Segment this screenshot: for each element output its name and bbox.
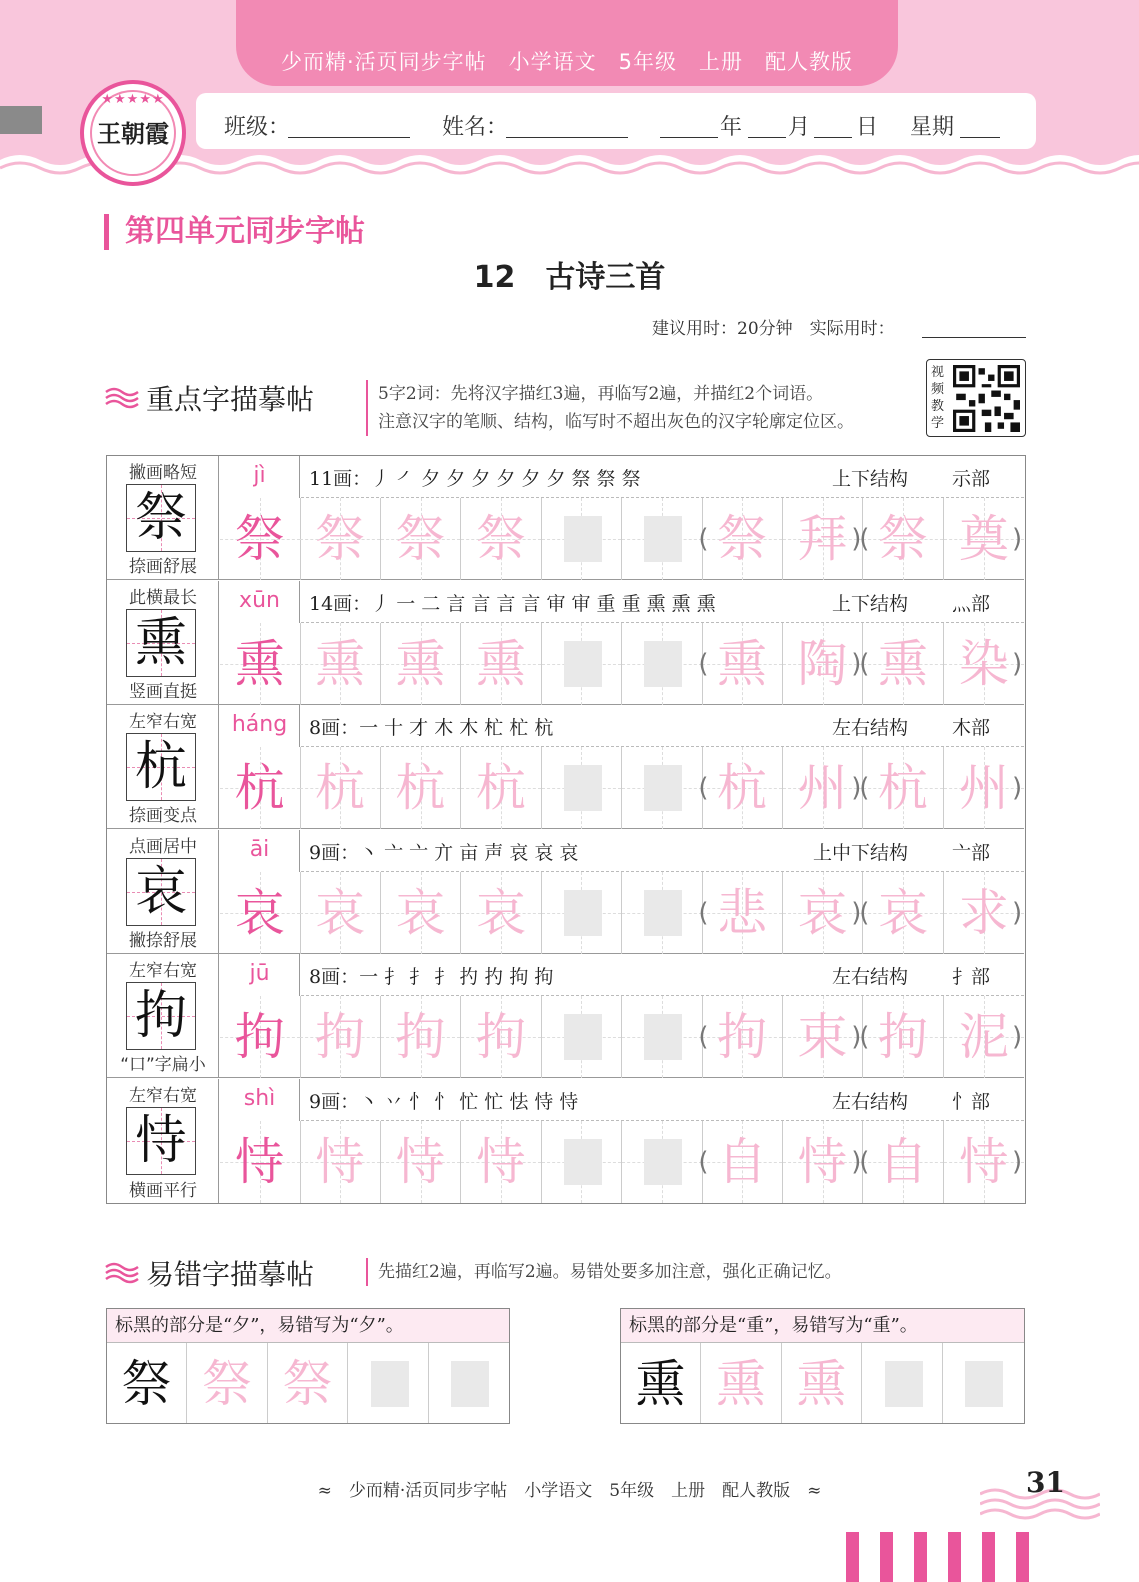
writing-cell[interactable] (461, 623, 542, 705)
ghost-outline (564, 641, 602, 687)
practice-cells (220, 747, 1024, 829)
trace-char: 祭 (395, 510, 446, 568)
structure: 上中下结构 (812, 841, 908, 864)
trace-char: 染 (958, 634, 1009, 693)
section1-heading (104, 378, 314, 418)
name-field[interactable] (506, 137, 628, 138)
ghost-outline (644, 890, 682, 936)
trace-char: 自 (877, 1132, 928, 1191)
writing-cell[interactable] (349, 1343, 429, 1423)
structure: 左右结构 (831, 717, 908, 739)
writing-cell[interactable] (220, 996, 301, 1078)
tip-bottom: 撇捺舒展 (129, 930, 197, 951)
model-char-box (126, 982, 196, 1050)
time-info: 建议用时：20分钟 实际用时： (652, 319, 895, 339)
main-char: 祭 (234, 510, 285, 568)
writing-cell[interactable] (542, 498, 623, 580)
ghost-outline (644, 1014, 682, 1060)
tip-top: 撇画略短 (129, 463, 197, 483)
trace-char: 陶 (797, 634, 848, 693)
ghost-outline (564, 1014, 602, 1060)
writing-cell[interactable] (107, 1343, 187, 1423)
trace-char: 熏 (716, 1355, 766, 1413)
weekday-label: 星期 (910, 115, 955, 140)
ghost-outline (564, 1139, 602, 1185)
ghost-outline (564, 890, 602, 936)
trace-char: 悲 (717, 883, 768, 942)
day-field[interactable] (814, 137, 852, 138)
model-char: 熏 (635, 1355, 686, 1413)
ghost-outline (885, 1361, 923, 1407)
logo-text: 王朝霞 (97, 119, 169, 148)
model-char-box (126, 733, 196, 801)
tip-bottom: 捺画舒展 (129, 557, 197, 577)
trace-char: 州 (958, 759, 1009, 817)
error-cells (621, 1343, 1024, 1423)
ghost-outline (564, 765, 602, 811)
stroke-info (301, 830, 1024, 872)
structure: 上下结构 (831, 468, 908, 490)
model-cell (107, 705, 219, 828)
pinyin: āi (220, 830, 300, 872)
trace-char: 恃 (797, 1132, 848, 1191)
footer-bar (982, 1532, 995, 1582)
writing-cell[interactable] (300, 872, 381, 954)
paren-glyph: ( (698, 1022, 709, 1052)
class-label: 班级： (224, 115, 291, 140)
writing-cell[interactable] (622, 1121, 703, 1203)
section1-desc-line1: 5字2词：先将汉字描红3遍，再临写2遍，并描红2个词语。 (378, 384, 824, 404)
logo-stars-icon: ★★★★★ (101, 92, 165, 107)
tip-top: 左窄右宽 (129, 961, 197, 981)
trace-char: 拘 (475, 1008, 526, 1066)
paren-glyph: ) (1012, 524, 1023, 554)
model-char-box (126, 484, 196, 552)
page-number: 31 (1026, 1466, 1065, 1499)
model-char-box (126, 609, 196, 677)
pinyin: xūn (220, 581, 300, 623)
trace-char: 恃 (315, 1132, 366, 1191)
trace-char: 哀 (797, 883, 848, 942)
stroke-info (301, 581, 1024, 623)
ghost-outline (644, 765, 682, 811)
main-char: 杭 (234, 759, 285, 817)
trace-char: 熏 (315, 634, 366, 693)
trace-char: 杭 (717, 759, 768, 817)
month-field[interactable] (748, 137, 786, 138)
writing-cell[interactable] (621, 1343, 701, 1423)
writing-cell[interactable] (702, 498, 783, 580)
paren-glyph: ( (859, 1022, 870, 1052)
model-char: 祭 (121, 1355, 172, 1413)
header-banner: 少而精·活页同步字帖 小学语文 5年级 上册 配人教版 (280, 50, 854, 74)
practice-cells (220, 996, 1024, 1078)
practice-cells (220, 1121, 1024, 1203)
writing-cell[interactable] (220, 623, 301, 705)
paren-glyph: ) (1012, 897, 1023, 928)
paren-glyph: ) (1012, 773, 1023, 803)
model-cell (107, 1079, 219, 1203)
writing-cell[interactable] (863, 498, 944, 580)
trace-char: 熏 (475, 634, 526, 693)
trace-char: 熏 (717, 634, 768, 693)
trace-char: 杭 (475, 759, 526, 817)
ghost-outline (644, 641, 682, 687)
writing-cell[interactable] (542, 872, 623, 954)
writing-cell[interactable] (622, 498, 703, 580)
ghost-outline (644, 1139, 682, 1185)
writing-cell[interactable] (220, 498, 301, 580)
stroke-order: 9画：丶 亠 亠 亣 亩 声 哀 哀 哀 (309, 841, 579, 864)
tip-bottom: 竖画直挺 (129, 681, 197, 702)
section2-heading (104, 1253, 314, 1293)
writing-cell[interactable] (300, 1121, 381, 1203)
writing-cell[interactable] (461, 747, 542, 829)
footer-bar (914, 1532, 927, 1582)
writing-cell[interactable] (542, 996, 623, 1078)
unit-title: 第四单元同步字帖 (104, 214, 365, 250)
error-note: 标黑的部分是“重”，易错写为“重”。 (621, 1309, 1024, 1343)
trace-char: 熏 (395, 634, 446, 693)
writing-cell[interactable] (702, 623, 783, 705)
writing-cell[interactable] (300, 747, 381, 829)
radical: 扌部 (951, 966, 990, 988)
section2-desc: 先描红2遍，再临写2遍。易错处要多加注意，强化正确记忆。 (366, 1258, 842, 1286)
month-label: 月 (788, 115, 811, 140)
radical: 示部 (951, 468, 990, 490)
trace-char: 恃 (395, 1132, 446, 1191)
model-char: 熏 (134, 612, 187, 673)
tip-top: 左窄右宽 (129, 1085, 197, 1106)
model-char: 恃 (134, 1110, 187, 1171)
paren-glyph: ( (698, 897, 709, 928)
weekday-field[interactable] (960, 137, 1000, 138)
main-char: 哀 (234, 883, 285, 942)
tip-bottom: “口”字扁小 (120, 1055, 206, 1075)
writing-cell[interactable] (702, 996, 783, 1078)
writing-cell[interactable] (542, 1121, 623, 1203)
year-field[interactable] (660, 137, 718, 138)
error-box-1 (106, 1308, 510, 1424)
trace-char: 拘 (877, 1008, 928, 1066)
trace-char: 拘 (315, 1008, 366, 1066)
writing-cell[interactable] (542, 623, 623, 705)
char-row (107, 830, 1024, 954)
writing-cell[interactable] (381, 747, 462, 829)
writing-cell[interactable] (300, 623, 381, 705)
trace-char: 杭 (395, 759, 446, 817)
trace-char: 祭 (282, 1355, 333, 1413)
paren-glyph: ) (851, 1022, 862, 1052)
paren-glyph: ( (859, 524, 870, 554)
trace-char: 拜 (797, 510, 848, 568)
trace-char: 祭 (315, 510, 366, 568)
actual-time-field[interactable] (922, 337, 1026, 338)
paren-glyph: ( (859, 1146, 870, 1177)
pinyin: jū (220, 954, 300, 996)
writing-cell[interactable] (622, 872, 703, 954)
tip-top: 点画居中 (129, 836, 197, 857)
model-char: 哀 (134, 861, 187, 922)
tip-top: 左窄右宽 (129, 712, 197, 732)
writing-cell[interactable] (863, 1121, 944, 1203)
section1-desc-line2: 注意汉字的笔顺、结构，临写时不超出灰色的汉字轮廓定位区。 (378, 412, 854, 432)
structure: 上下结构 (831, 592, 908, 615)
practice-grid (106, 455, 1026, 1204)
trace-char: 求 (958, 883, 1009, 942)
writing-cell[interactable] (461, 872, 542, 954)
writing-cell[interactable] (381, 996, 462, 1078)
paren-glyph: ) (851, 1146, 862, 1177)
year-label: 年 (720, 115, 743, 140)
qr-block[interactable] (926, 359, 1026, 437)
paren-glyph: ( (859, 648, 870, 679)
footer-bar (948, 1532, 961, 1582)
model-cell (107, 954, 219, 1077)
pinyin: jì (220, 456, 300, 498)
stroke-info (301, 954, 1024, 996)
name-label: 姓名： (442, 115, 509, 140)
structure: 左右结构 (831, 1090, 908, 1113)
writing-cell[interactable] (702, 1343, 782, 1423)
writing-cell[interactable] (622, 623, 703, 705)
footer-bar (880, 1532, 893, 1582)
error-box-2 (620, 1308, 1025, 1424)
writing-cell[interactable] (381, 1121, 462, 1203)
writing-cell[interactable] (622, 996, 703, 1078)
qr-code-icon[interactable] (953, 365, 1020, 432)
trace-char: 熏 (796, 1355, 847, 1413)
paren-glyph: ) (851, 648, 862, 679)
model-cell (107, 830, 219, 953)
trace-char: 哀 (877, 883, 928, 942)
day-label: 日 (856, 115, 879, 140)
footer-bar (1016, 1532, 1029, 1582)
practice-cells (220, 623, 1024, 705)
trace-char: 奠 (958, 510, 1009, 568)
writing-cell[interactable] (863, 747, 944, 829)
ghost-outline (644, 516, 682, 562)
char-row (107, 705, 1024, 829)
writing-cell[interactable] (381, 872, 462, 954)
writing-cell[interactable] (622, 747, 703, 829)
tip-bottom: 横画平行 (129, 1180, 197, 1201)
trace-char: 拘 (395, 1008, 446, 1066)
tip-top: 此横最长 (129, 587, 197, 608)
stroke-order: 9画：丶 丷 忄 忄 忙 忙 怯 恃 恃 (309, 1090, 579, 1113)
practice-cells (220, 872, 1024, 954)
stroke-order: 8画：一 扌 扌 扌 扚 扚 拘 拘 (309, 966, 554, 988)
trace-char: 杭 (315, 759, 366, 817)
error-cells (107, 1343, 509, 1423)
trace-char: 恃 (958, 1132, 1009, 1191)
writing-cell[interactable] (381, 623, 462, 705)
main-char: 拘 (234, 1008, 285, 1066)
trace-char: 自 (717, 1132, 768, 1191)
paren-glyph: ) (851, 773, 862, 803)
writing-cell[interactable] (461, 996, 542, 1078)
writing-cell[interactable] (220, 872, 301, 954)
paren-glyph: ) (1012, 648, 1023, 679)
trace-char: 泥 (958, 1008, 1009, 1066)
section2-label: 易错字描摹帖 (146, 1258, 315, 1291)
writing-cell[interactable] (943, 1343, 1023, 1423)
paren-glyph: ( (859, 897, 870, 928)
trace-char: 恃 (475, 1132, 526, 1191)
writing-cell[interactable] (863, 623, 944, 705)
pinyin: háng (220, 705, 300, 747)
main-char: 熏 (234, 634, 285, 693)
paren-glyph: ( (698, 773, 709, 803)
writing-cell[interactable] (782, 1343, 862, 1423)
writing-cell[interactable] (542, 747, 623, 829)
trace-char: 祭 (475, 510, 526, 568)
publisher-logo (80, 80, 186, 186)
stroke-info (301, 1079, 1024, 1121)
wave-icon (104, 1262, 140, 1284)
stroke-order: 8画：一 十 才 木 木 杧 杧 杭 (309, 717, 554, 739)
trace-char: 哀 (475, 883, 526, 942)
qr-label: 视频教学 (931, 365, 945, 431)
paren-glyph: ) (1012, 1146, 1023, 1177)
writing-cell[interactable] (220, 1121, 301, 1203)
writing-cell[interactable] (863, 1343, 943, 1423)
gray-edge-tab (0, 106, 42, 134)
lesson-title: 12 古诗三首 (473, 260, 666, 295)
main-char: 恃 (234, 1132, 285, 1191)
char-row (107, 954, 1024, 1078)
wave-icon (104, 387, 140, 409)
pinyin: shì (220, 1079, 300, 1121)
writing-cell[interactable] (461, 1121, 542, 1203)
writing-cell[interactable] (300, 498, 381, 580)
stroke-info (301, 456, 1024, 498)
writing-cell[interactable] (188, 1343, 268, 1423)
trace-char: 州 (797, 759, 848, 817)
footer-text: ≈ 少而精·活页同步字帖 小学语文 5年级 上册 配人教版 ≈ (317, 1481, 822, 1501)
paren-glyph: ( (859, 773, 870, 803)
writing-cell[interactable] (702, 1121, 783, 1203)
trace-char: 熏 (877, 634, 928, 693)
error-note: 标黑的部分是“夕”，易错写为“夕”。 (107, 1309, 509, 1343)
writing-cell[interactable] (300, 996, 381, 1078)
char-row (107, 1079, 1024, 1203)
section1-desc (366, 380, 854, 436)
trace-char: 束 (797, 1008, 848, 1066)
ghost-outline (965, 1361, 1003, 1407)
practice-cells (220, 498, 1024, 580)
char-row (107, 456, 1024, 580)
section1-label: 重点字描摹帖 (146, 383, 315, 416)
model-cell (107, 456, 219, 579)
writing-cell[interactable] (702, 747, 783, 829)
model-char: 拘 (134, 986, 187, 1046)
writing-cell[interactable] (381, 498, 462, 580)
trace-char: 哀 (315, 883, 366, 942)
radical: 亠部 (951, 841, 990, 864)
paren-glyph: ) (851, 897, 862, 928)
trace-char: 祭 (717, 510, 768, 568)
writing-cell[interactable] (461, 498, 542, 580)
radical: 忄部 (951, 1090, 990, 1113)
writing-cell[interactable] (268, 1343, 348, 1423)
char-row (107, 581, 1024, 705)
footer-bar (846, 1532, 859, 1582)
writing-cell[interactable] (429, 1343, 509, 1423)
trace-char: 祭 (202, 1355, 252, 1413)
model-char-box (126, 858, 196, 926)
radical: 木部 (951, 717, 990, 739)
radical: 灬部 (951, 592, 990, 615)
writing-cell[interactable] (863, 996, 944, 1078)
paren-glyph: ) (851, 524, 862, 554)
ghost-outline (371, 1361, 409, 1407)
trace-char: 拘 (717, 1008, 768, 1066)
trace-char: 祭 (877, 510, 928, 568)
stroke-order: 14画：丿 一 二 言 言 言 言 审 审 重 重 熏 熏 熏 (309, 592, 716, 615)
trace-char: 杭 (877, 759, 928, 817)
stroke-order: 11画：丿 ㇒ 夕 夕 夕 夕 夕 夕 祭 祭 祭 (309, 468, 641, 490)
paren-glyph: ( (698, 648, 709, 679)
footer-bars (846, 1532, 1046, 1582)
writing-cell[interactable] (220, 747, 301, 829)
ghost-outline (564, 516, 602, 562)
class-field[interactable] (288, 137, 410, 138)
ghost-outline (451, 1361, 489, 1407)
trace-char: 哀 (395, 883, 446, 942)
tip-bottom: 捺画变点 (129, 806, 197, 826)
model-char-box (126, 1107, 196, 1175)
stroke-info (301, 705, 1024, 747)
writing-cell[interactable] (863, 872, 944, 954)
model-char: 杭 (134, 737, 187, 797)
paren-glyph: ) (1012, 1022, 1023, 1052)
writing-cell[interactable] (702, 872, 783, 954)
paren-glyph: ( (698, 1146, 709, 1177)
model-cell (107, 581, 219, 704)
paren-glyph: ( (698, 524, 709, 554)
model-char: 祭 (134, 488, 187, 548)
structure: 左右结构 (831, 966, 908, 988)
